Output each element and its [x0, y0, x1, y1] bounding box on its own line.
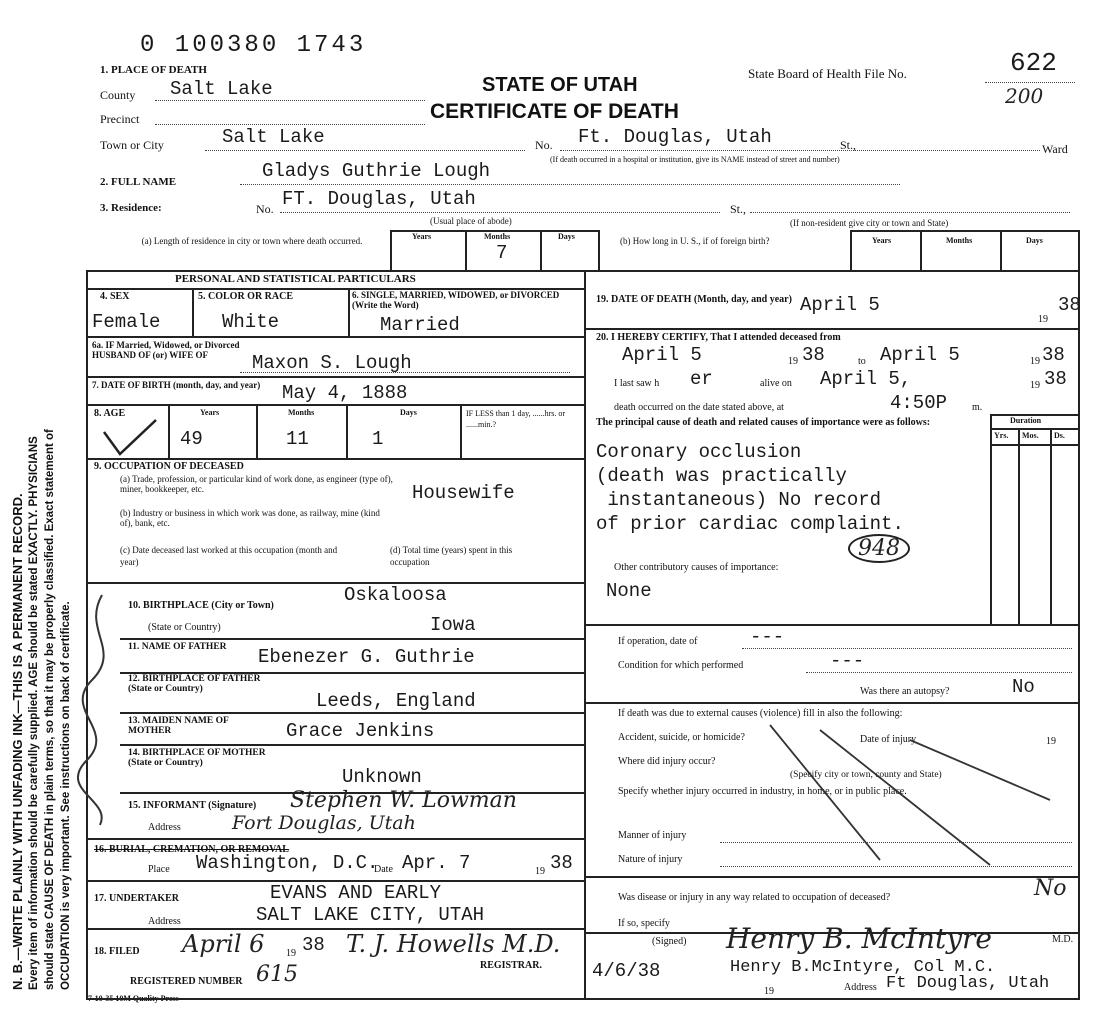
checkmark-icon: [100, 418, 160, 458]
burial-year-prefix: 19: [535, 866, 545, 877]
nonresident-note: (If non-resident give city or town and State): [790, 218, 949, 228]
mother-label: 13. MAIDEN NAME OF MOTHER: [128, 716, 229, 736]
residence-no-label: No.: [256, 202, 274, 216]
spouse-value: Maxon S. Lough: [252, 352, 412, 374]
nature-label: Nature of injury: [618, 854, 683, 865]
from-year-prefix: 19: [788, 356, 798, 367]
res-months-value: 7: [496, 242, 508, 264]
file-no-line: [985, 82, 1075, 83]
town-label: Town or City: [100, 138, 164, 152]
full-name-value: Gladys Guthrie Lough: [262, 160, 491, 182]
last-saw-date: April 5,: [820, 368, 912, 390]
occupation-value: Housewife: [412, 482, 515, 504]
condition-value: ---: [830, 650, 865, 672]
residence-label: 3. Residence:: [100, 202, 162, 214]
age-days-label: Days: [400, 408, 417, 417]
strike-lines-icon: [760, 720, 1060, 870]
accident-label: Accident, suicide, or homicide?: [618, 732, 745, 743]
last-saw-label: I last saw h: [614, 378, 660, 389]
filed-year: 38: [302, 934, 325, 956]
duration-yrs-label: Yrs.: [994, 431, 1009, 440]
dod-year-prefix: 19: [1038, 314, 1048, 325]
margin-notice-line3: should state CAUSE OF DEATH in plain terms, so that it may be properly classified. Exact statement of: [44, 429, 56, 990]
birthplace-label: 10. BIRTHPLACE (City or Town): [128, 600, 274, 611]
res-years-label: Years: [412, 232, 432, 241]
where-label: Where did injury occur?: [618, 756, 716, 767]
cause-line-2: (death was practically: [596, 465, 847, 487]
certificate-title: CERTIFICATE OF DEATH: [430, 100, 679, 123]
last-saw-year-prefix: 19: [1030, 380, 1040, 391]
informant-address: Fort Douglas, Utah: [232, 812, 416, 834]
usual-abode-note: (Usual place of abode): [430, 216, 512, 226]
age-less-label: IF LESS than 1 day, ......hrs. or ......min.?: [466, 409, 566, 429]
personal-heading: PERSONAL AND STATISTICAL PARTICULARS: [175, 273, 416, 285]
burial-place-label: Place: [148, 864, 170, 875]
age-years-label: Years: [200, 408, 220, 417]
registrar-signature: T. J. Howells M.D.: [346, 930, 561, 958]
death-time-label: death occurred on the date stated above, at: [614, 402, 784, 413]
duration-mos-label: Mos.: [1022, 431, 1039, 440]
dod-value: April 5: [800, 294, 880, 316]
sign-date: 4/6/38: [592, 960, 661, 982]
father-value: Ebenezer G. Guthrie: [258, 646, 475, 668]
duration-ds-label: Ds.: [1054, 431, 1065, 440]
us-years-label: Years: [872, 236, 892, 245]
operation-value: ---: [750, 626, 785, 648]
injury-year-prefix: 19: [1046, 736, 1056, 747]
md-label: M.D.: [1052, 934, 1074, 945]
margin-notice-line1: N. B.—WRITE PLAINLY WITH UNFADING INK—THIS IS A PERMANENT RECORD.: [10, 493, 25, 990]
full-name-line: [240, 184, 900, 185]
hospital-note: (If death occurred in a hospital or institution, give its NAME instead of street and number): [550, 155, 840, 164]
marital-value: Married: [380, 314, 460, 336]
county-value: Salt Lake: [170, 78, 273, 100]
informant-address-label: Address: [148, 822, 181, 833]
father-birthplace-label: 12. BIRTHPLACE OF FATHER (State or Country): [128, 674, 261, 694]
other-causes-label: Other contributory causes of importance:: [614, 562, 779, 573]
age-months-label: Months: [288, 408, 315, 417]
marital-label: 6. SINGLE, MARRIED, WIDOWED, or DIVORCED (Write the Word): [352, 290, 560, 310]
margin-notice-line2: Every item of information should be carefully supplied. AGE should be stated EXACTLY. PHYSICIANS: [28, 436, 40, 990]
town-line: [205, 150, 525, 151]
county-label: County: [100, 88, 136, 102]
injury-date-label: Date of injury: [860, 734, 917, 745]
residence-value: FT. Douglas, Utah: [282, 188, 476, 210]
burial-date: Apr. 7: [402, 852, 471, 874]
race-value: White: [222, 311, 280, 333]
operation-label: If operation, date of: [618, 636, 698, 647]
margin-notice-line4: OCCUPATION is very important. See instructions on back of certificate.: [60, 601, 72, 990]
occupation-a-label: (a) Trade, profession, or particular kind of work done, as engineer (type of), miner, bookkeeper, etc.: [120, 474, 393, 494]
street-no-value: Ft. Douglas, Utah: [578, 126, 772, 148]
filed-label: 18. FILED: [94, 946, 140, 957]
dod-year: 38: [1058, 294, 1081, 316]
undertaker-value: EVANS AND EARLY: [270, 882, 442, 904]
signed-label: (Signed): [652, 936, 687, 947]
duration-label: Duration: [1010, 416, 1042, 425]
residence-st-line: [750, 212, 1070, 213]
physician-address-label: Address: [844, 982, 877, 993]
place-heading: 1. PLACE OF DEATH: [100, 64, 207, 76]
filed-year-prefix: 19: [286, 948, 296, 959]
filed-date: April 6: [182, 930, 265, 958]
certify-label: 20. I HEREBY CERTIFY, That I attended deceased from: [596, 332, 841, 343]
father-birthplace-value: Leeds, England: [316, 690, 476, 712]
last-saw-h: er: [690, 368, 713, 390]
street-no-label: No.: [535, 138, 553, 152]
informant-label: 15. INFORMANT (Signature): [128, 800, 257, 811]
residence-line: [280, 212, 720, 213]
occupation-c-label: (c) Date deceased last worked at this occupation (month and year): [120, 545, 338, 567]
physician-signature: Henry B. McIntyre: [726, 922, 992, 955]
attended-to-year: 38: [1042, 344, 1065, 366]
occupation-related-label: Was disease or injury in any way related to occupation of deceased?: [618, 892, 891, 903]
attended-from: April 5: [622, 344, 702, 366]
file-no-sub: 200: [1005, 84, 1044, 108]
res-days-label: Days: [558, 232, 575, 241]
where-note: (Specify city or town, county and State): [790, 770, 942, 780]
registered-number: 615: [256, 962, 298, 987]
mother-birthplace-label: 14. BIRTHPLACE OF MOTHER (State or Country): [128, 748, 266, 768]
sign-year-prefix: 19: [764, 986, 774, 997]
us-residence-label: (b) How long in U. S., if of foreign birth?: [620, 236, 770, 246]
dob-value: May 4, 1888: [282, 382, 408, 404]
informant-signature: Stephen W. Lowman: [290, 788, 517, 813]
m-label: m.: [972, 402, 983, 413]
cause-line-4: of prior cardiac complaint.: [596, 513, 904, 535]
undertaker-address: SALT LAKE CITY, UTAH: [256, 904, 485, 926]
cause-line-3: instantaneous) No record: [596, 489, 882, 511]
file-no: 622: [1010, 48, 1057, 78]
undertaker-address-label: Address: [148, 916, 181, 927]
residence-length-label: (a) Length of residence in city or town where death occurred.: [141, 236, 363, 246]
manner-label: Manner of injury: [618, 830, 687, 841]
registered-number-label: REGISTERED NUMBER: [130, 976, 243, 987]
burial-place: Washington, D.C.: [196, 852, 379, 874]
other-causes-value: None: [606, 580, 652, 602]
occupation-b-label: (b) Industry or business in which work was done, as railway, mine (kind of), bank, etc.: [120, 508, 380, 528]
mother-birthplace-value: Unknown: [342, 766, 422, 788]
cause-label: The principal cause of death and related causes of importance were as follows:: [596, 417, 931, 428]
precinct-label: Precinct: [100, 112, 140, 126]
attended-from-year: 38: [802, 344, 825, 366]
us-days-label: Days: [1026, 236, 1043, 245]
residence-st-label: St.,: [730, 202, 747, 216]
physician-name: Henry B.McIntyre, Col M.C.: [730, 958, 996, 977]
dob-label: 7. DATE OF BIRTH (month, day, and year): [92, 380, 261, 390]
county-line: [155, 100, 425, 101]
physician-address: Ft Douglas, Utah: [886, 974, 1050, 993]
undertaker-label: 17. UNDERTAKER: [94, 893, 180, 904]
race-label: 5. COLOR OR RACE: [198, 291, 294, 302]
sex-value: Female: [92, 311, 161, 333]
certificate-serial: 0 100380 1743: [140, 32, 367, 59]
condition-label: Condition for which performed: [618, 660, 744, 671]
if-so-label: If so, specify: [618, 918, 670, 929]
autopsy-label: Was there an autopsy?: [860, 686, 950, 697]
birthplace-state-label: (State or Country): [148, 622, 221, 633]
dod-label: 19. DATE OF DEATH (Month, day, and year): [596, 294, 792, 305]
age-label: 8. AGE: [94, 408, 126, 419]
mother-value: Grace Jenkins: [286, 720, 435, 742]
sex-label: 4. SEX: [100, 291, 130, 302]
age-days-value: 1: [372, 428, 384, 450]
occupation-label: 9. OCCUPATION OF DECEASED: [94, 461, 244, 472]
precinct-line: [155, 124, 425, 125]
birthplace-city: Oskaloosa: [344, 584, 447, 606]
cause-line-1: Coronary occlusion: [596, 441, 802, 463]
ward-label: Ward: [1042, 142, 1068, 156]
street-line: [560, 150, 1040, 151]
to-year-prefix: 19: [1030, 356, 1040, 367]
age-years-value: 49: [180, 428, 203, 450]
state-title: STATE OF UTAH: [482, 74, 638, 96]
age-months-value: 11: [286, 428, 309, 450]
st-label: St.,: [840, 138, 857, 152]
registrar-label: REGISTRAR.: [480, 960, 542, 971]
specify-label: Specify whether injury occurred in industry, in home, or in public place.: [618, 786, 907, 797]
external-causes-label: If death was due to external causes (violence) fill in also the following:: [618, 708, 903, 719]
death-time: 4:50P: [890, 392, 948, 414]
birthplace-state: Iowa: [430, 614, 476, 636]
occupation-related-value: No: [1034, 876, 1067, 901]
alive-label: alive on: [760, 378, 792, 389]
code-stamp: 948: [848, 534, 910, 563]
town-value: Salt Lake: [222, 126, 325, 148]
last-saw-year: 38: [1044, 368, 1067, 390]
res-months-label: Months: [484, 232, 511, 241]
autopsy-value: No: [1012, 676, 1035, 698]
burial-date-label: Date: [374, 864, 393, 875]
full-name-label: 2. FULL NAME: [100, 176, 177, 188]
father-label: 11. NAME OF FATHER: [128, 642, 227, 652]
burial-label: 16. BURIAL, CREMATION, OR REMOVAL: [94, 844, 289, 855]
occupation-d-label: (d) Total time (years) spent in this occupation: [390, 545, 513, 567]
attended-to: April 5: [880, 344, 960, 366]
file-no-label: State Board of Health File No.: [748, 66, 907, 81]
signature-scribble-icon: [72, 590, 132, 830]
spouse-label: 6a. IF Married, Widowed, or Divorced HUSBAND OF (or) WIFE OF: [92, 340, 240, 360]
to-label: to: [858, 356, 866, 367]
burial-year: 38: [550, 852, 573, 874]
us-months-label: Months: [946, 236, 973, 245]
